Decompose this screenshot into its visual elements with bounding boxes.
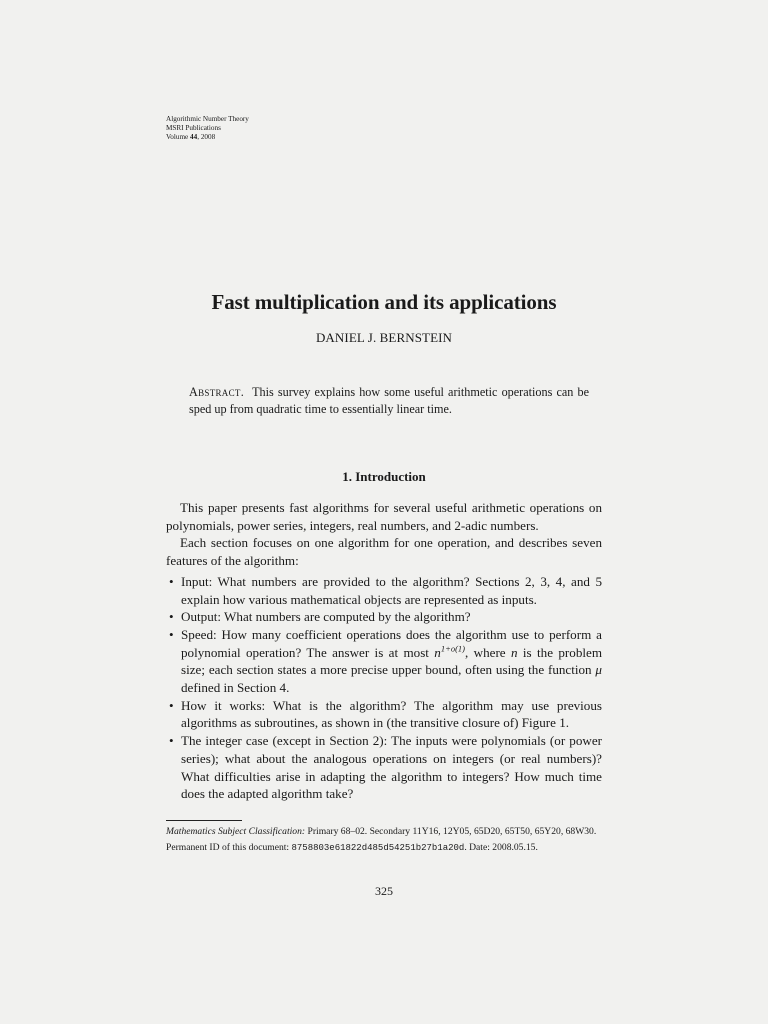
footnote-permanent-id xyxy=(166,842,602,854)
volume-number: 44 xyxy=(190,133,198,141)
abstract-label: Abstract. xyxy=(189,385,245,399)
list-item-integer xyxy=(166,732,602,803)
bullet-marker: • xyxy=(169,697,174,713)
list-item-text: defined in Section 4. xyxy=(181,680,290,696)
author-name: DANIEL J. BERNSTEIN xyxy=(315,330,453,345)
list-item-how xyxy=(166,697,602,732)
permid-label: Permanent ID of this document: xyxy=(166,842,292,854)
permid-date: . Date: 2008.05.15. xyxy=(464,842,538,854)
list-item-text: is the problem size; each section states a more precise upper bound, often using the function xyxy=(181,644,603,678)
volume-prefix: Volume xyxy=(166,133,191,141)
list-item-text: Input: What numbers are provided to the algorithm? Sections 2, 3, 4, and 5 explain how various mathematical objects are represented as inputs. xyxy=(181,573,602,607)
paper-title: Fast multiplication and its applications xyxy=(211,290,557,314)
volume-year: , 2008 xyxy=(197,133,216,141)
footnote-msc xyxy=(166,826,602,838)
permid-value: 8758803e61822d485d54251b27b1a20d xyxy=(291,843,465,854)
bullet-marker: • xyxy=(169,573,174,589)
volume-line xyxy=(166,133,249,142)
series-name: Algorithmic Number Theory xyxy=(166,115,249,123)
publication-header xyxy=(166,115,249,142)
footnote-divider xyxy=(166,820,242,821)
list-item-text: How it works: What is the algorithm? The algorithm may use previous algorithms as subroutines, as shown in (the transitive closure of) Figure 1. xyxy=(181,697,602,731)
bullet-marker: • xyxy=(169,626,174,642)
math-exponent: 1+o(1) xyxy=(440,643,465,654)
paragraph: Each section focuses on one algorithm for one operation, and describes seven features of the algorithm: xyxy=(166,535,602,569)
section-heading: 1. Introduction xyxy=(342,469,426,484)
math-mu: μ xyxy=(595,662,602,678)
footnotes xyxy=(166,826,602,859)
paragraph: This paper presents fast algorithms for several useful arithmetic operations on polynomials, power series, integers, real numbers, and 2-adic numbers. xyxy=(166,500,602,533)
list-item-text: Output: What numbers are computed by the algorithm? xyxy=(181,609,471,625)
abstract xyxy=(189,384,589,418)
section-body xyxy=(166,499,602,803)
bullet-marker: • xyxy=(169,733,174,749)
list-item-text: The integer case (except in Section 2): The inputs were polynomials (or power series); what about the analogous operations on integers (or real numbers)? What difficulties arise in adapting the algorithm to integers? How much time does the adapted algorithm take? xyxy=(181,733,602,802)
page-number: 325 xyxy=(375,884,393,898)
list-item-speed xyxy=(166,626,602,697)
math-n: n xyxy=(511,644,518,660)
list-item-output xyxy=(166,608,602,626)
math-n: n xyxy=(434,644,441,660)
list-item-input xyxy=(166,573,602,608)
msc-text: Primary 68–02. Secondary 11Y16, 12Y05, 65D20, 65T50, 65Y20, 68W30. xyxy=(305,826,597,837)
feature-list xyxy=(166,573,602,803)
list-item-text: Speed: How many coefficient operations does the algorithm use to perform a polynomial operation? The answer is at most xyxy=(181,626,602,660)
abstract-text: This survey explains how some useful arithmetic operations can be sped up from quadratic time to essentially linear time. xyxy=(189,385,589,416)
msc-label: Mathematics Subject Classification: xyxy=(166,826,306,837)
publisher-name: MSRI Publications xyxy=(166,124,221,132)
bullet-marker: • xyxy=(169,609,174,625)
list-item-text: , where xyxy=(465,644,511,660)
